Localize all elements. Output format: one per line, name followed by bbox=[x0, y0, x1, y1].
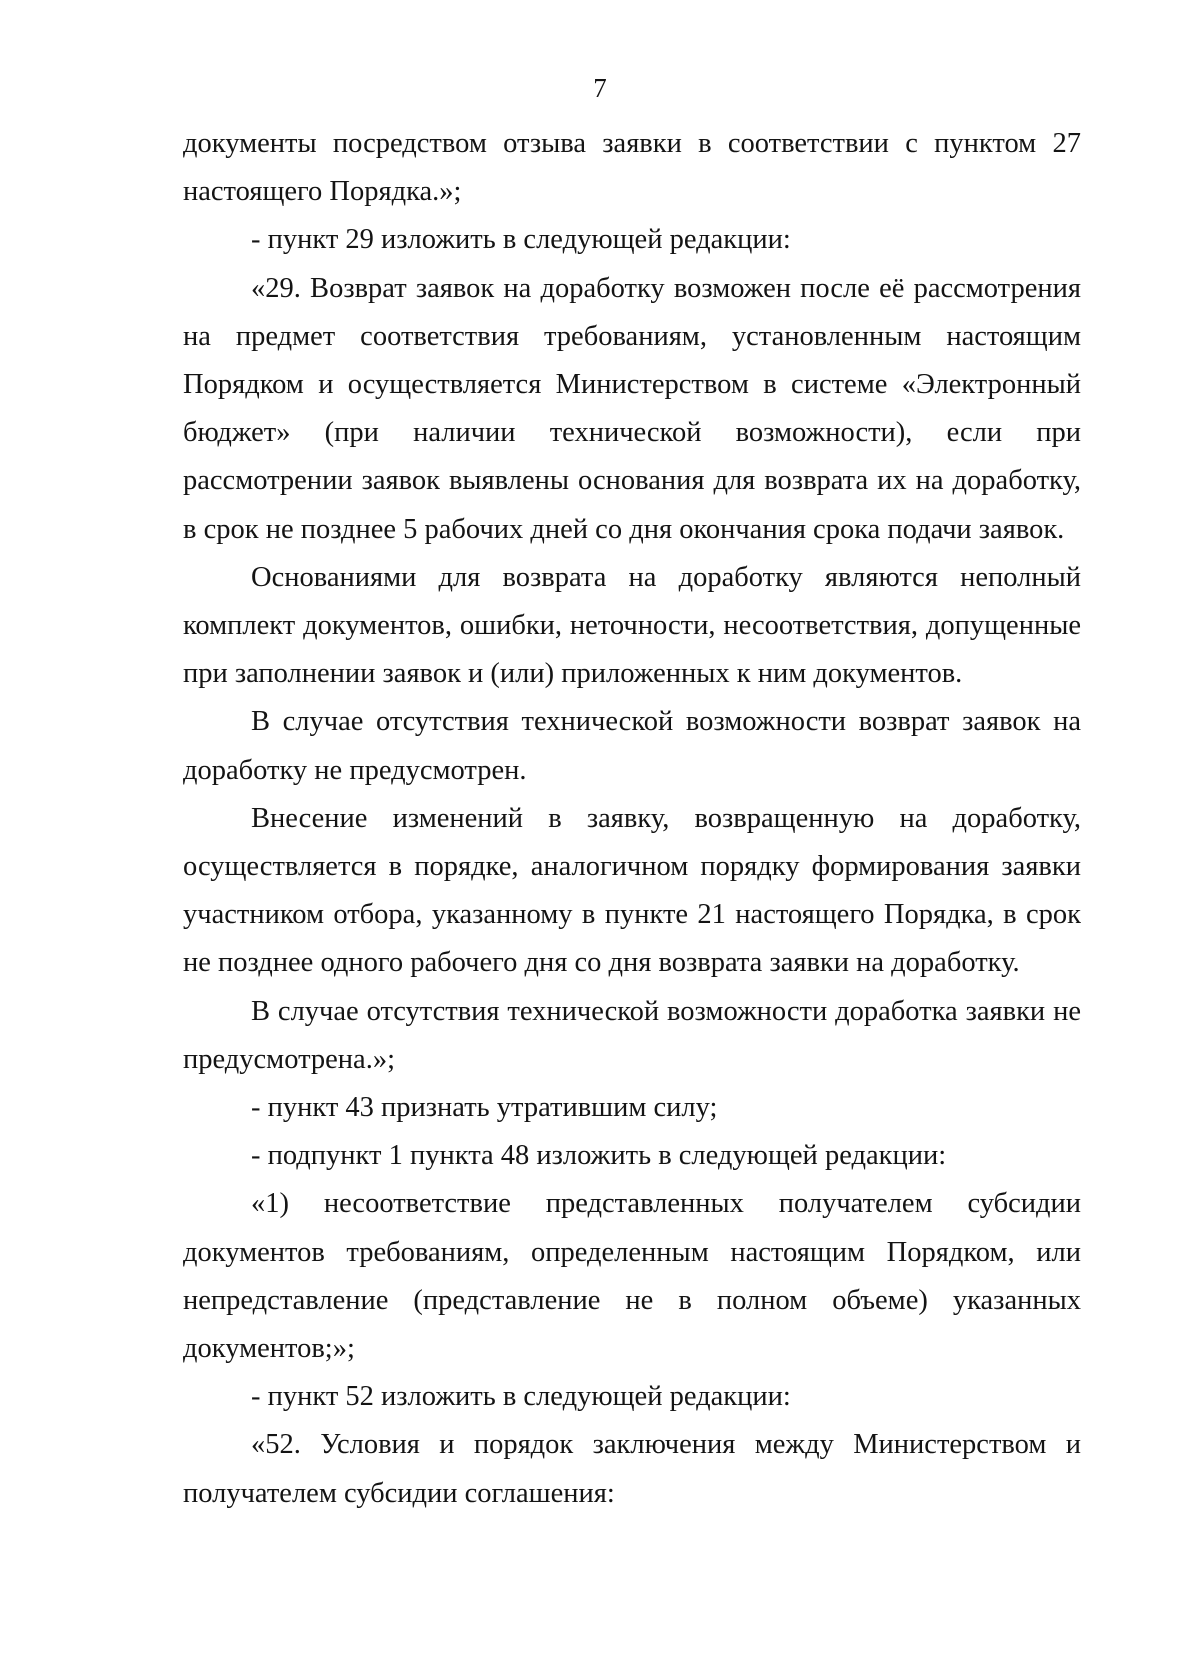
paragraph-item-43-repeal: - пункт 43 признать утратившим силу; bbox=[251, 1092, 718, 1124]
document-body bbox=[183, 120, 1081, 1518]
paragraph-item-48-instruction: - подпункт 1 пункта 48 изложить в следующей редакции: bbox=[251, 1140, 947, 1172]
paragraph-item-52-text: «52. Условия и порядок заключения между Министерством и получателем субсидии соглашения: bbox=[183, 1429, 1081, 1509]
paragraph-return-grounds: Основаниями для возврата на доработку являются неполный комплект документов, ошибки, неточности, несоответствия, допущенные при заполнении заявок и (или) приложенных к ним документов. bbox=[183, 561, 1081, 690]
paragraph-item-29-instruction: - пункт 29 изложить в следующей редакции: bbox=[251, 224, 791, 256]
paragraph-item-29-text: «29. Возврат заявок на доработку возможен после её рассмотрения на предмет соответствия требованиям, установленным настоящим Порядком и осуществляется Министерством в системе «Электронный бюджет» (при наличии технической возможности), если при рассмотрении заявок выявлены основания для возврата их на доработку, в срок не позднее 5 рабочих дней со дня окончания срока подачи заявок. bbox=[183, 272, 1081, 545]
paragraph-item-48-subitem-1: «1) несоответствие представленных получателем субсидии документов требованиям, определенным настоящим Порядком, или непредставление (представление не в полном объеме) указанных документов;»; bbox=[183, 1188, 1081, 1365]
paragraph-item-52-instruction: - пункт 52 изложить в следующей редакции: bbox=[251, 1381, 791, 1413]
paragraph-continuation: документы посредством отзыва заявки в соответствии с пунктом 27 настоящего Порядка.»; bbox=[183, 128, 1081, 208]
paragraph-no-technical-return: В случае отсутствия технической возможности возврат заявок на доработку не предусмотрен. bbox=[183, 706, 1081, 786]
paragraph-amendment-procedure: Внесение изменений в заявку, возвращенную на доработку, осуществляется в порядке, аналогичном порядку формирования заявки участником отбора, указанному в пункте 21 настоящего Порядка, в срок не позднее одного рабочего дня со дня возврата заявки на доработку. bbox=[183, 802, 1081, 979]
page-number: 7 bbox=[593, 73, 607, 103]
paragraph-no-technical-revision: В случае отсутствия технической возможности доработка заявки не предусмотрена.»; bbox=[183, 995, 1081, 1075]
